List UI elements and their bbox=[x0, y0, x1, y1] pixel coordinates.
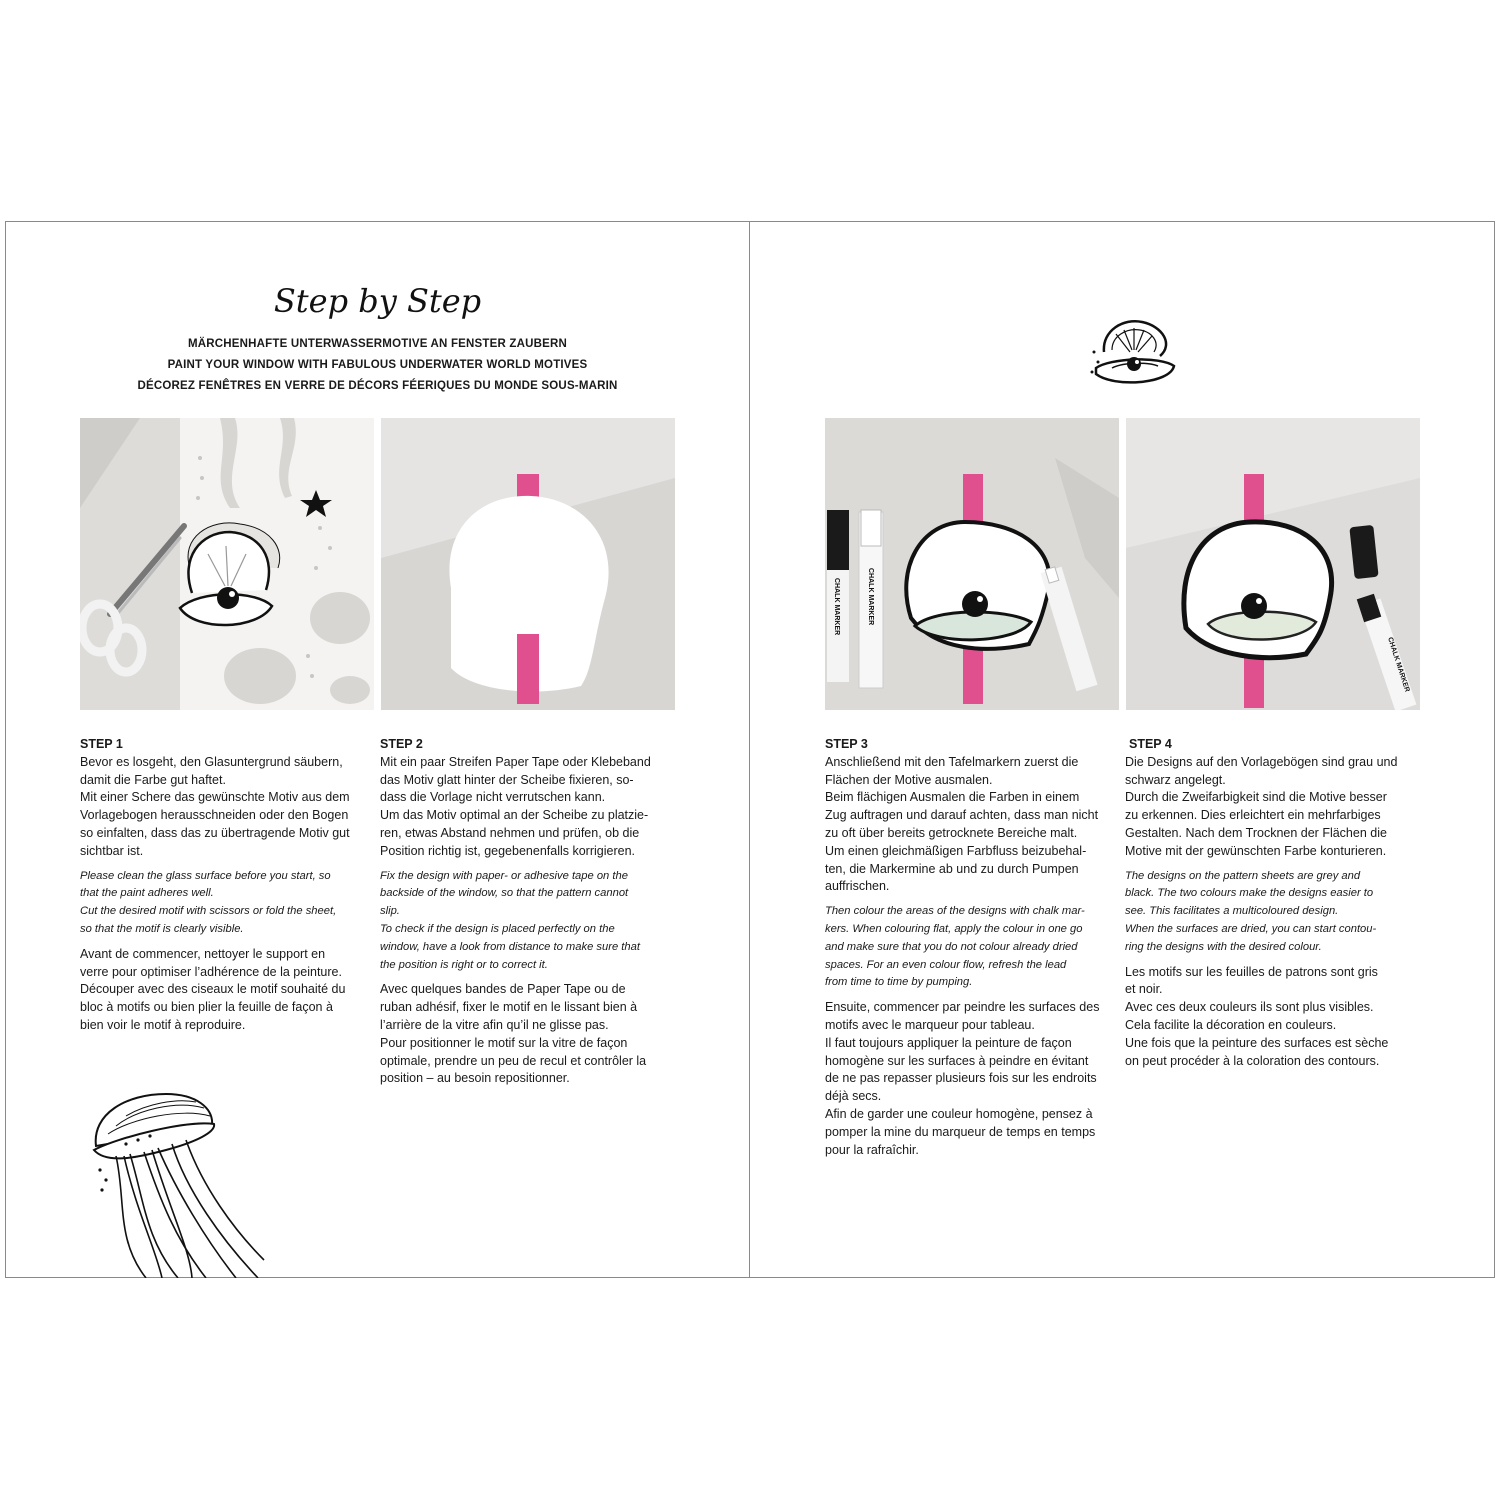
step2-photo bbox=[381, 418, 675, 710]
step1-heading: STEP 1 bbox=[80, 737, 123, 751]
subtitle-block bbox=[80, 334, 675, 397]
step2-column bbox=[380, 736, 670, 1095]
step3-text-en: Then colour the areas of the designs with chalk mar- kers. When colouring flat, apply the colour in one go and make sure that you do not colour already dried spaces. For an even colour flow, refresh the lead from time to time by pumping. bbox=[825, 905, 1085, 989]
step2-text-fr: Avec quelques bandes de Paper Tape ou de ruban adhésif, fixer le motif en le lissant bien à l’arrière de la vitre afin qu’il ne glisse pas. Pour positionner le motif sur la vitre de façon optimale, prendre un peu de recul et contrôler la position – au besoin repositionner. bbox=[380, 982, 647, 1086]
step2-heading: STEP 2 bbox=[380, 737, 423, 751]
step1-text-en: Please clean the glass surface before you start, so that the paint adheres well. Cut the desired motif with scissors or fold the sheet, so that the motif is clearly visible. bbox=[80, 869, 337, 935]
marker-label-3: CHALK MARKER bbox=[1386, 636, 1411, 693]
book-spine bbox=[749, 221, 750, 1278]
step4-text-de: Die Designs auf den Vorlagebögen sind grau und schwarz angelegt. Durch die Zweifarbigkeit sind die Motive besser zu erkennen. Dies erleichtert ein mehrfarbiges Gestalten. Nach dem Trocknen der Flächen die Motive mit der gewünschten Farbe konturieren. bbox=[1125, 754, 1398, 858]
shell-pearl-icon bbox=[1090, 312, 1180, 392]
step3-heading: STEP 3 bbox=[825, 737, 868, 751]
marker-label-2: CHALK MARKER bbox=[867, 568, 874, 626]
step1-text-fr: Avant de commencer, nettoyer le support en verre pour optimiser l’adhérence de la peinture. Découper avec des ciseaux le motif souhaité du bloc à motifs ou bien plier la feuille de façon à bien voir le motif à reproduire. bbox=[80, 946, 346, 1032]
page-title: Step by Step bbox=[273, 282, 482, 320]
subtitle-de: MÄRCHENHAFTE UNTERWASSERMOTIVE AN FENSTER ZAUBERN bbox=[187, 338, 568, 350]
marker-label-1: CHALK MARKER bbox=[833, 578, 840, 636]
step3-text-de: Anschließend mit den Tafelmarkern zuerst die Flächen der Motive ausmalen. Beim flächigen Ausmalen die Farben in einem Zug auftragen und darauf achten, dass man nicht zu oft über bereits getrocknete Bereiche malt. Um einen gleichmäßigen Farbfluss beizubehal- ten, die Markermine ab und zu durch Pumpen auffrischen. bbox=[825, 754, 1099, 894]
step4-column bbox=[1125, 736, 1415, 1077]
step4-text-fr: Les motifs sur les feuilles de patrons sont gris et noir. Avec ces deux couleurs ils sont plus visibles. Cela facilite la décoration en couleurs. Une fois que la peinture des surfaces est sèche on peut procéder à la coloration des contours. bbox=[1125, 964, 1389, 1068]
step4-text-en: The designs on the pattern sheets are grey and black. The two colours make the designs easier to see. This facilitates a multicoloured design. When the surfaces are dried, you can start contou- ring the designs with the desired colour. bbox=[1125, 869, 1377, 953]
step3-text-fr: Ensuite, commencer par peindre les surfaces des motifs avec le marqueur pour tableau. Il faut toujours appliquer la peinture de façon homogène sur les surfaces à peindre en évitant de ne pas repasser plusieurs fois sur les endroits déjà secs. Afin de garder une couleur homogène, pensez à pomper la mine du marqueur de temps en temps pour la rafraîchir. bbox=[825, 1000, 1100, 1157]
step3-column bbox=[825, 736, 1115, 1166]
step3-photo bbox=[825, 418, 1119, 710]
jellyfish-illustration bbox=[86, 1090, 266, 1278]
step1-text-de: Bevor es losgeht, den Glasuntergrund säubern, damit die Farbe gut haftet. Mit einer Schere das gewünschte Motiv aus dem Vorlagebogen herausschneiden oder den Bogen so einfalten, dass das zu übertragende Motiv gut sichtbar ist. bbox=[80, 754, 350, 858]
step4-heading: STEP 4 bbox=[1129, 737, 1172, 751]
subtitle-fr: DÉCOREZ FENÊTRES EN VERRE DE DÉCORS FÉERIQUES DU MONDE SOUS-MARIN bbox=[137, 380, 618, 392]
step1-photo bbox=[80, 418, 374, 710]
step2-text-de: Mit ein paar Streifen Paper Tape oder Klebeband das Motiv glatt hinter der Scheibe fixieren, so- dass die Vorlage nicht verrutschen kann. Um das Motiv optimal an der Scheibe zu platzie- ren, etwas Abstand nehmen und prüfen, ob die Position richtig ist, gegebenenfalls korrigieren. bbox=[380, 754, 651, 858]
subtitle-en: PAINT YOUR WINDOW WITH FABULOUS UNDERWATER WORLD MOTIVES bbox=[167, 359, 588, 371]
step1-column bbox=[80, 736, 370, 1042]
step4-photo bbox=[1126, 418, 1420, 710]
step2-text-en: Fix the design with paper- or adhesive tape on the backside of the window, so that the pattern cannot slip. To check if the design is placed perfectly on the window, have a look from distance to make sure that the position is right or to correct it. bbox=[380, 869, 640, 971]
